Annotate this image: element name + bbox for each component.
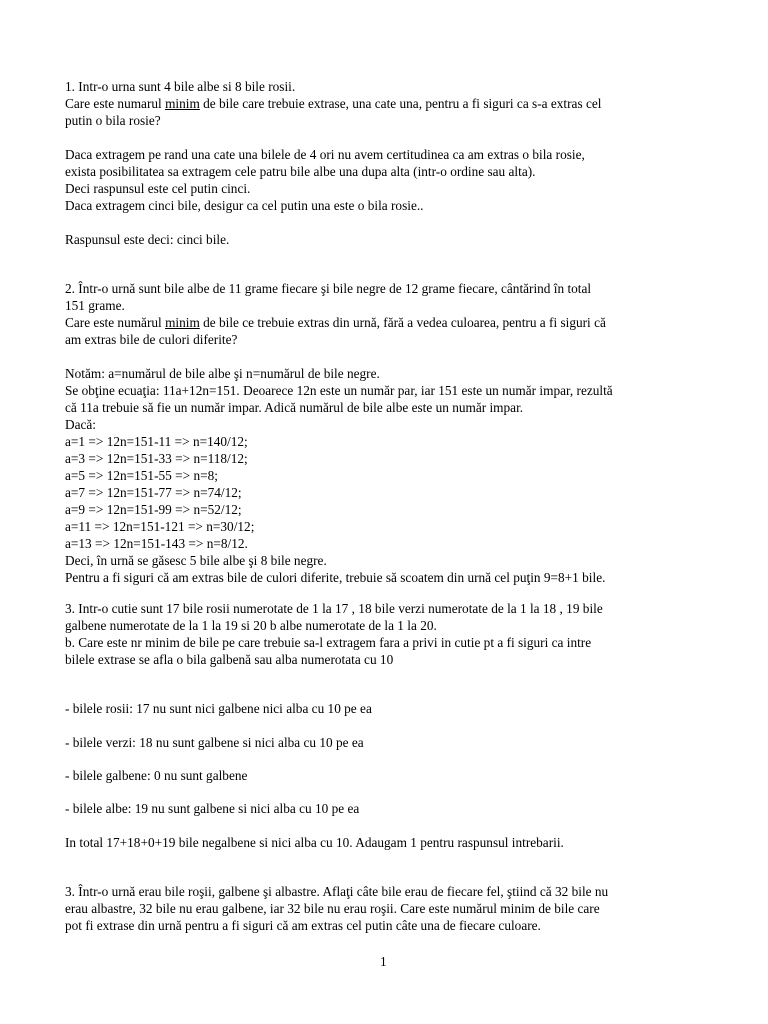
problem-4-statement: 3. Într-o urnă erau bile roşii, galbene şi albastre. Aflaţi câte bile erau de fiecare fel, ştiind că 32 bile nu <box>65 884 609 899</box>
problem-3-answer: In total 17+18+0+19 bile negalbene si nici alba cu 10. Adaugam 1 pentru raspunsul intrebarii. <box>65 835 564 850</box>
problem-3-question-cont: bilele extrase se afla o bila galbenă sau alba numerotata cu 10 <box>65 652 394 667</box>
problem-2-case-line: a=11 => 12n=151-121 => n=30/12; <box>65 519 255 534</box>
problem-2-case-line: a=9 => 12n=151-99 => n=52/12; <box>65 502 242 517</box>
problem-3-bullet: - bilele verzi: 18 nu sunt galbene si nici alba cu 10 pe ea <box>65 735 364 750</box>
problem-2-conclusion: Deci, în urnă se găsesc 5 bile albe şi 8 bile negre. <box>65 553 327 568</box>
problem-3-question: b. Care este nr minim de bile pe care trebuie sa-l extragem fara a privi in cutie pt a fi siguri ca intre <box>65 635 592 650</box>
problem-1-solution-line: Daca extragem pe rand una cate una bilele de 4 ori nu avem certitudinea ca am extras o bila rosie, <box>65 147 585 162</box>
underlined-minim: minim <box>165 96 200 111</box>
problem-3-statement-cont: galbene numerotate de la 1 la 19 si 20 b albe numerotate de la 1 la 20. <box>65 618 437 633</box>
problem-2-case-line: a=7 => 12n=151-77 => n=74/12; <box>65 485 242 500</box>
problem-2-solution-line: Notăm: a=numărul de bile albe şi n=numărul de bile negre. <box>65 366 380 381</box>
problem-2-question-cont: am extras bile de culori diferite? <box>65 332 238 347</box>
problem-2-solution-line: Dacă: <box>65 417 97 432</box>
problem-1-answer: Raspunsul este deci: cinci bile. <box>65 232 230 247</box>
problem-2-case-line: a=3 => 12n=151-33 => n=118/12; <box>65 451 248 466</box>
problem-1-solution-line: Daca extragem cinci bile, desigur ca cel putin una este o bila rosie.. <box>65 198 424 213</box>
page-number: 1 <box>380 954 387 969</box>
problem-3-statement: 3. Intr-o cutie sunt 17 bile rosii numerotate de 1 la 17 , 18 bile verzi numerotate de la 1 la 18 , 19 bile <box>65 601 603 616</box>
problem-2-statement: 2. Într-o urnă sunt bile albe de 11 grame fiecare şi bile negre de 12 grame fiecare, cântărind în total <box>65 281 592 296</box>
problem-3-bullet: - bilele galbene: 0 nu sunt galbene <box>65 768 248 783</box>
problem-4-statement-cont: pot fi extrase din urnă pentru a fi siguri că am extras cel putin câte una de fiecare culoare. <box>65 918 541 933</box>
problem-1-question-cont: putin o bila rosie? <box>65 113 161 128</box>
problem-2-case-line: a=5 => 12n=151-55 => n=8; <box>65 468 218 483</box>
problem-1-solution-line: Deci raspunsul este cel putin cinci. <box>65 181 251 196</box>
problem-3-bullet: - bilele rosii: 17 nu sunt nici galbene nici alba cu 10 pe ea <box>65 701 372 716</box>
problem-2-solution-line: că 11a trebuie să fie un număr impar. Adică numărul de bile albe este un număr impar. <box>65 400 524 415</box>
problem-1-solution-line: exista posibilitatea sa extragem cele patru bile albe una dupa alta (intr-o ordine sau alta). <box>65 164 536 179</box>
problem-2-answer: Pentru a fi siguri că am extras bile de culori diferite, trebuie să scoatem din urnă cel puţin 9=8+1 bile. <box>65 570 606 585</box>
problem-1-statement: 1. Intr-o urna sunt 4 bile albe si 8 bile rosii. <box>65 79 296 94</box>
problem-2-case-line: a=1 => 12n=151-11 => n=140/12; <box>65 434 248 449</box>
problem-2-statement-cont: 151 grame. <box>65 298 125 313</box>
problem-2-question: Care este numărul minim de bile ce trebuie extras din urnă, fără a vedea culoarea, pentru a fi siguri că <box>65 315 606 330</box>
problem-2-case-line: a=13 => 12n=151-143 => n=8/12. <box>65 536 248 551</box>
problem-1-question: Care este numarul minim de bile care trebuie extrase, una cate una, pentru a fi siguri ca s-a extras cel <box>65 96 602 111</box>
underlined-minim: minim <box>165 315 200 330</box>
problem-3-bullet: - bilele albe: 19 nu sunt galbene si nici alba cu 10 pe ea <box>65 801 360 816</box>
problem-4-statement-cont: erau albastre, 32 bile nu erau galbene, iar 32 bile nu erau roşii. Care este numărul minim de bile care <box>65 901 600 916</box>
problem-2-solution-line: Se obţine ecuaţia: 11a+12n=151. Deoarece 12n este un număr par, iar 151 este un număr impar, rezultă <box>65 383 613 398</box>
